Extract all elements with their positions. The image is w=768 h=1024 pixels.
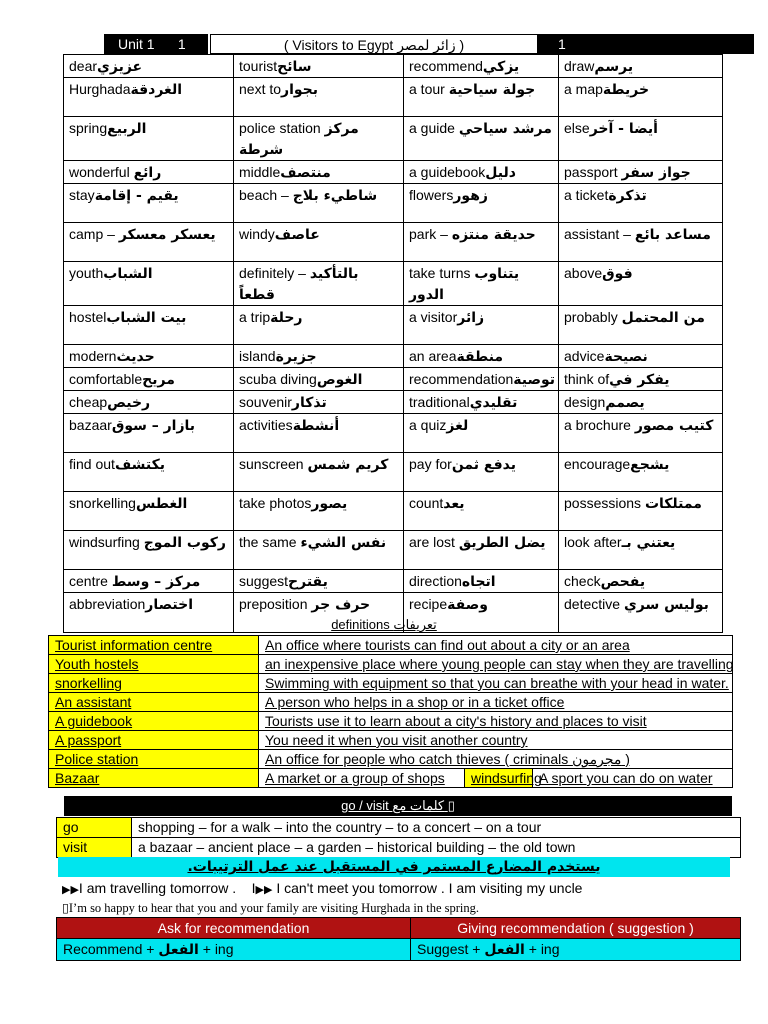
english-word: centre [69, 573, 112, 589]
arabic-translation: سائح [277, 59, 312, 75]
bullet-icon: ▯ [62, 901, 69, 915]
arabic-translation: الربيع [107, 121, 147, 137]
english-word: scuba diving [239, 371, 317, 387]
vocab-cell [234, 368, 404, 391]
vocab-row [64, 223, 723, 262]
english-word: souvenir [239, 394, 292, 410]
definition-row [49, 712, 733, 731]
arabic-translation: تقليدي [469, 395, 518, 411]
english-word: camp – [69, 226, 119, 242]
forward-arrow-icon: ▶▶ [62, 884, 79, 896]
arabic-translation: حرف جر [311, 597, 371, 613]
arabic-translation: زهور [453, 188, 488, 204]
arabic-translation: رحلة [270, 310, 303, 326]
vocab-cell [404, 262, 559, 306]
vocab-row [64, 161, 723, 184]
english-word: recommend [409, 58, 483, 74]
arabic-translation: مرشد سياحي [458, 121, 552, 137]
arabic-translation: ركوب الموج [143, 535, 226, 551]
vocab-row [64, 492, 723, 531]
vocab-cell [559, 306, 723, 345]
forward-arrow-icon: ▶▶ [255, 884, 273, 896]
vocab-cell [64, 492, 234, 531]
vocab-cell [559, 570, 723, 593]
arabic-translation: ممتلكات [644, 496, 702, 512]
vocab-cell [64, 223, 234, 262]
arabic-translation: أنشطة [292, 418, 340, 434]
collocations: shopping – for a walk – into the country – to a concert – on a tour [132, 818, 741, 838]
vocab-cell [234, 306, 404, 345]
vocab-cell [64, 55, 234, 78]
arabic-translation: رخيص [107, 395, 151, 411]
arabic-translation: يزكي [482, 59, 520, 75]
arabic-translation: الشباب [103, 266, 153, 282]
definition-term: windsurfing [465, 769, 533, 788]
arabic-translation: شاطيء بلاج [292, 188, 378, 204]
definition-row [49, 674, 733, 693]
definition-text: You need it when you visit another country [259, 731, 733, 750]
english-word: advice [564, 348, 605, 364]
english-word: tourist [239, 58, 278, 74]
vocab-cell [559, 368, 723, 391]
arabic-translation: مركز شرطة [239, 121, 359, 158]
recommend-formula: Recommend + الفعل + ing [57, 939, 411, 961]
english-word: Hurghada [69, 81, 131, 97]
vocab-row [64, 345, 723, 368]
arabic-translation: يصور [311, 496, 348, 512]
definition-row [49, 750, 733, 769]
arabic-translation: الغوص [316, 372, 363, 388]
vocab-cell [64, 368, 234, 391]
english-word: traditional [409, 394, 470, 410]
grammar-rule: يستخدم المضارع المستمر في المستقبل عند عمل الترتيبات. [58, 857, 730, 877]
vocab-cell [234, 223, 404, 262]
english-word: police station [239, 120, 325, 136]
english-word: island [239, 348, 276, 364]
english-word: probably [564, 309, 622, 325]
arabic-translation: يضل الطريق [458, 535, 546, 551]
vocab-cell [234, 161, 404, 184]
vocab-cell [64, 531, 234, 570]
definition-row [49, 636, 733, 655]
vocab-cell [404, 306, 559, 345]
vocab-cell [559, 161, 723, 184]
arabic-translation: مساعد بائع [634, 227, 711, 243]
vocab-cell [234, 345, 404, 368]
arabic-translation: حديقة منتزه [451, 227, 536, 243]
vocab-cell [404, 78, 559, 117]
unit-label: Unit 1 1 [104, 34, 208, 54]
vocab-row [64, 391, 723, 414]
example-sentence: ▯I’m so happy to hear that you and your family are visiting Hurghada in the spring. [62, 901, 479, 915]
arabic-translation: الغطس [135, 496, 188, 512]
definition-row [49, 731, 733, 750]
english-word: activities [239, 417, 293, 433]
collocations: a bazaar – ancient place – a garden – historical building – the old town [132, 838, 741, 858]
vocab-cell [559, 492, 723, 531]
arabic-translation: كريم شمس [307, 457, 389, 473]
arabic-translation: بالتأكيد قطعاً [239, 266, 359, 303]
vocab-cell [234, 78, 404, 117]
english-word: a tour [409, 81, 449, 97]
english-word: design [564, 394, 606, 410]
unit-title: ( Visitors to Egypt زائر لمصر ) [210, 34, 538, 54]
page-number: 1 [538, 34, 754, 54]
vocab-cell [64, 414, 234, 453]
vocab-cell [64, 345, 234, 368]
recommendation-row [57, 939, 741, 961]
arabic-translation: يقترح [288, 574, 328, 590]
definition-text: Tourists use it to learn about a city's history and places to visit [259, 712, 733, 731]
arabic-translation: جواز سفر [621, 165, 691, 181]
vocab-cell [404, 184, 559, 223]
english-word: windy [239, 226, 275, 242]
english-word: abbreviation [69, 596, 146, 612]
english-word: park – [409, 226, 452, 242]
english-word: pay for [409, 456, 452, 472]
arabic-translation: يصمم [605, 395, 645, 411]
arabic-translation: حديث [116, 349, 155, 365]
vocab-cell [404, 570, 559, 593]
english-word: passport [564, 164, 622, 180]
definition-term: An assistant [49, 693, 259, 712]
vocab-cell [559, 184, 723, 223]
arabic-translation: يكتشف [114, 457, 165, 473]
english-word: a guidebook [409, 164, 486, 180]
go-visit-row [57, 818, 741, 838]
english-word: check [564, 573, 601, 589]
arabic-translation: يفكر في [609, 372, 670, 388]
vocab-row [64, 262, 723, 306]
vocab-cell [234, 184, 404, 223]
english-word: a quiz [409, 417, 447, 433]
vocab-cell [404, 492, 559, 531]
english-word: detective [564, 596, 624, 612]
vocab-cell [404, 223, 559, 262]
english-word: a map [564, 81, 603, 97]
definition-text: An office for people who catch thieves ( criminals مجرمون ) [259, 750, 733, 769]
vocab-cell [64, 161, 234, 184]
vocab-cell [234, 262, 404, 306]
arabic-translation: توصية [513, 372, 556, 388]
definition-row [49, 655, 733, 674]
arabic-translation: بجوار [281, 82, 319, 98]
english-word: an area [409, 348, 457, 364]
arabic-translation: تذكرة [608, 188, 647, 204]
vocab-cell [404, 391, 559, 414]
arabic-translation: دليل [485, 165, 516, 181]
english-word: a brochure [564, 417, 635, 433]
vocab-cell [404, 345, 559, 368]
english-word: take photos [239, 495, 312, 511]
vocab-cell [559, 262, 723, 306]
english-word: spring [69, 120, 108, 136]
english-word: cheap [69, 394, 108, 410]
vocab-cell [559, 414, 723, 453]
vocab-cell [559, 55, 723, 78]
vocab-cell [559, 453, 723, 492]
arabic-translation: يفحص [600, 574, 646, 590]
arabic-translation: رائع [133, 165, 162, 181]
arabic-translation: نفس الشيء [300, 535, 387, 551]
vocab-cell [559, 391, 723, 414]
go-visit-row [57, 838, 741, 858]
arabic-translation: عاصف [274, 227, 320, 243]
definition-term: A passport [49, 731, 259, 750]
vocab-cell [64, 78, 234, 117]
arabic-translation: لغز [446, 418, 469, 434]
vocab-cell [64, 453, 234, 492]
english-word: assistant – [564, 226, 635, 242]
vocab-cell [404, 55, 559, 78]
definition-text: Swimming with equipment so that you can breathe with your head in water. [259, 674, 733, 693]
recommendation-table [56, 917, 741, 961]
vocab-cell [559, 345, 723, 368]
english-word: flowers [409, 187, 454, 203]
vocab-row [64, 531, 723, 570]
english-word: windsurfing [69, 534, 144, 550]
definition-term: snorkelling [49, 674, 259, 693]
vocab-cell [404, 453, 559, 492]
definition-row [49, 769, 733, 788]
recommendation-header-row [57, 918, 741, 939]
definition-row [49, 693, 733, 712]
arabic-translation: بيت الشباب [106, 310, 187, 326]
vocab-row [64, 570, 723, 593]
arabic-translation: تذكار [291, 395, 327, 411]
vocabulary-table [63, 54, 723, 633]
vocab-cell [559, 223, 723, 262]
english-word: beach – [239, 187, 293, 203]
arabic-translation: يقيم - إقامة [94, 188, 179, 204]
vocab-row [64, 306, 723, 345]
english-word: direction [409, 573, 462, 589]
vocab-cell [64, 570, 234, 593]
english-word: recipe [409, 596, 448, 612]
vocab-cell [234, 531, 404, 570]
english-word: find out [69, 456, 115, 472]
vocab-cell [559, 117, 723, 161]
go-visit-heading: go / visit كلمات مع ▯ [64, 796, 732, 816]
definition-term: Tourist information centre [49, 636, 259, 655]
definition-term: A guidebook [49, 712, 259, 731]
english-word: recommendation [409, 371, 514, 387]
english-word: stay [69, 187, 95, 203]
vocab-cell [64, 262, 234, 306]
vocab-cell [404, 117, 559, 161]
arabic-translation: يعسكر معسكر [118, 227, 216, 243]
vocab-cell [234, 55, 404, 78]
arabic-translation: فوق [602, 266, 633, 282]
arabic-translation: منطقة [456, 349, 504, 365]
english-word: look after [564, 534, 622, 550]
separator: I [251, 880, 256, 896]
definition-term: Youth hostels [49, 655, 259, 674]
verb-term: go [57, 818, 132, 838]
arabic-translation: منتصف [280, 165, 331, 181]
vocab-cell [404, 161, 559, 184]
definitions-heading: definitions تعريفات [331, 617, 437, 632]
english-word: modern [69, 348, 117, 364]
give-header: Giving recommendation ( suggestion ) [411, 918, 741, 939]
english-word: are lost [409, 534, 459, 550]
vocab-row [64, 117, 723, 161]
arabic-translation: جزيرة [275, 349, 317, 365]
arabic-translation: الغردقة [130, 82, 183, 98]
definition-text: A sport you can do on water [533, 769, 733, 788]
arabic-translation: يعد [443, 496, 465, 512]
english-word: encourage [564, 456, 631, 472]
arabic-translation: اتجاه [461, 574, 496, 590]
english-word: think of [564, 371, 610, 387]
vocab-row [64, 368, 723, 391]
english-word: a guide [409, 120, 459, 136]
vocab-cell [234, 492, 404, 531]
arabic-translation: بوليس سري [623, 597, 709, 613]
arabic-translation: جولة سياحية [448, 82, 536, 98]
english-word: else [564, 120, 590, 136]
english-word: possessions [564, 495, 645, 511]
vocab-cell [234, 570, 404, 593]
vocab-row [64, 414, 723, 453]
example-sentence: ▶▶I am travelling tomorrow . I▶▶ I can't meet you tomorrow . I am visiting my uncle [62, 880, 583, 896]
arabic-translation: مركز – وسط [111, 574, 201, 590]
ask-header: Ask for recommendation [57, 918, 411, 939]
vocab-cell [404, 414, 559, 453]
english-word: dear [69, 58, 98, 74]
vocab-cell [234, 453, 404, 492]
english-word: draw [564, 58, 595, 74]
english-word: count [409, 495, 444, 511]
definition-text: A person who helps in a shop or in a ticket office [259, 693, 733, 712]
arabic-translation: يعتني بـ [621, 535, 676, 551]
vocab-row [64, 55, 723, 78]
unit-header [104, 34, 754, 54]
english-word: sunscreen [239, 456, 308, 472]
arabic-translation: خريطة [602, 82, 650, 98]
definition-term: Police station [49, 750, 259, 769]
english-word: definitely – [239, 265, 310, 281]
english-word: youth [69, 265, 104, 281]
english-word: a ticket [564, 187, 609, 203]
english-word: bazaar [69, 417, 112, 433]
arabic-translation: من المحتمل [621, 310, 705, 326]
vocab-cell [64, 184, 234, 223]
vocab-cell [64, 117, 234, 161]
vocab-cell [64, 306, 234, 345]
vocab-row [64, 453, 723, 492]
english-word: snorkelling [69, 495, 136, 511]
english-word: the same [239, 534, 301, 550]
definition-term: Bazaar [49, 769, 259, 788]
vocab-cell [234, 414, 404, 453]
suggest-formula: Suggest + الفعل + ing [411, 939, 741, 961]
arabic-translation: اختصار [145, 597, 193, 613]
english-word: middle [239, 164, 281, 180]
arabic-translation: بازار – سوق [111, 418, 196, 434]
vocab-cell [404, 368, 559, 391]
vocab-cell [234, 391, 404, 414]
definition-text: an inexpensive place where young people can stay when they are travelling [259, 655, 733, 674]
go-visit-table [56, 817, 741, 858]
english-word: take turns [409, 265, 475, 281]
english-word: preposition [239, 596, 312, 612]
arabic-translation: يرسم [594, 59, 634, 75]
arabic-translation: يدفع ثمن [451, 457, 517, 473]
arabic-translation: عزيزي [97, 59, 143, 75]
english-word: above [564, 265, 603, 281]
vocab-cell [559, 78, 723, 117]
arabic-translation: أيضا - آخر [589, 121, 658, 137]
english-word: hostel [69, 309, 107, 325]
vocab-cell [234, 117, 404, 161]
arabic-translation: نصيحة [604, 349, 648, 365]
english-word: a visitor [409, 309, 458, 325]
english-word: a trip [239, 309, 271, 325]
arabic-translation: مريح [142, 372, 175, 388]
arabic-translation: يشجع [630, 457, 670, 473]
verb-term: visit [57, 838, 132, 858]
definition-text: A market or a group of shops [259, 769, 465, 788]
english-word: suggest [239, 573, 289, 589]
definitions-table [48, 635, 733, 788]
vocab-row [64, 78, 723, 117]
vocab-row [64, 184, 723, 223]
arabic-translation: يتناوب الدور [409, 266, 520, 303]
arabic-translation: كتيب مصور [634, 418, 714, 434]
english-word: next to [239, 81, 282, 97]
definition-text: An office where tourists can find out about a city or an area [259, 636, 733, 655]
english-word: comfortable [69, 371, 143, 387]
vocab-cell [64, 391, 234, 414]
vocab-cell [404, 531, 559, 570]
arabic-translation: وصفة [447, 597, 488, 613]
english-word: wonderful [69, 164, 134, 180]
vocab-cell [559, 531, 723, 570]
arabic-translation: زائر [457, 310, 485, 326]
